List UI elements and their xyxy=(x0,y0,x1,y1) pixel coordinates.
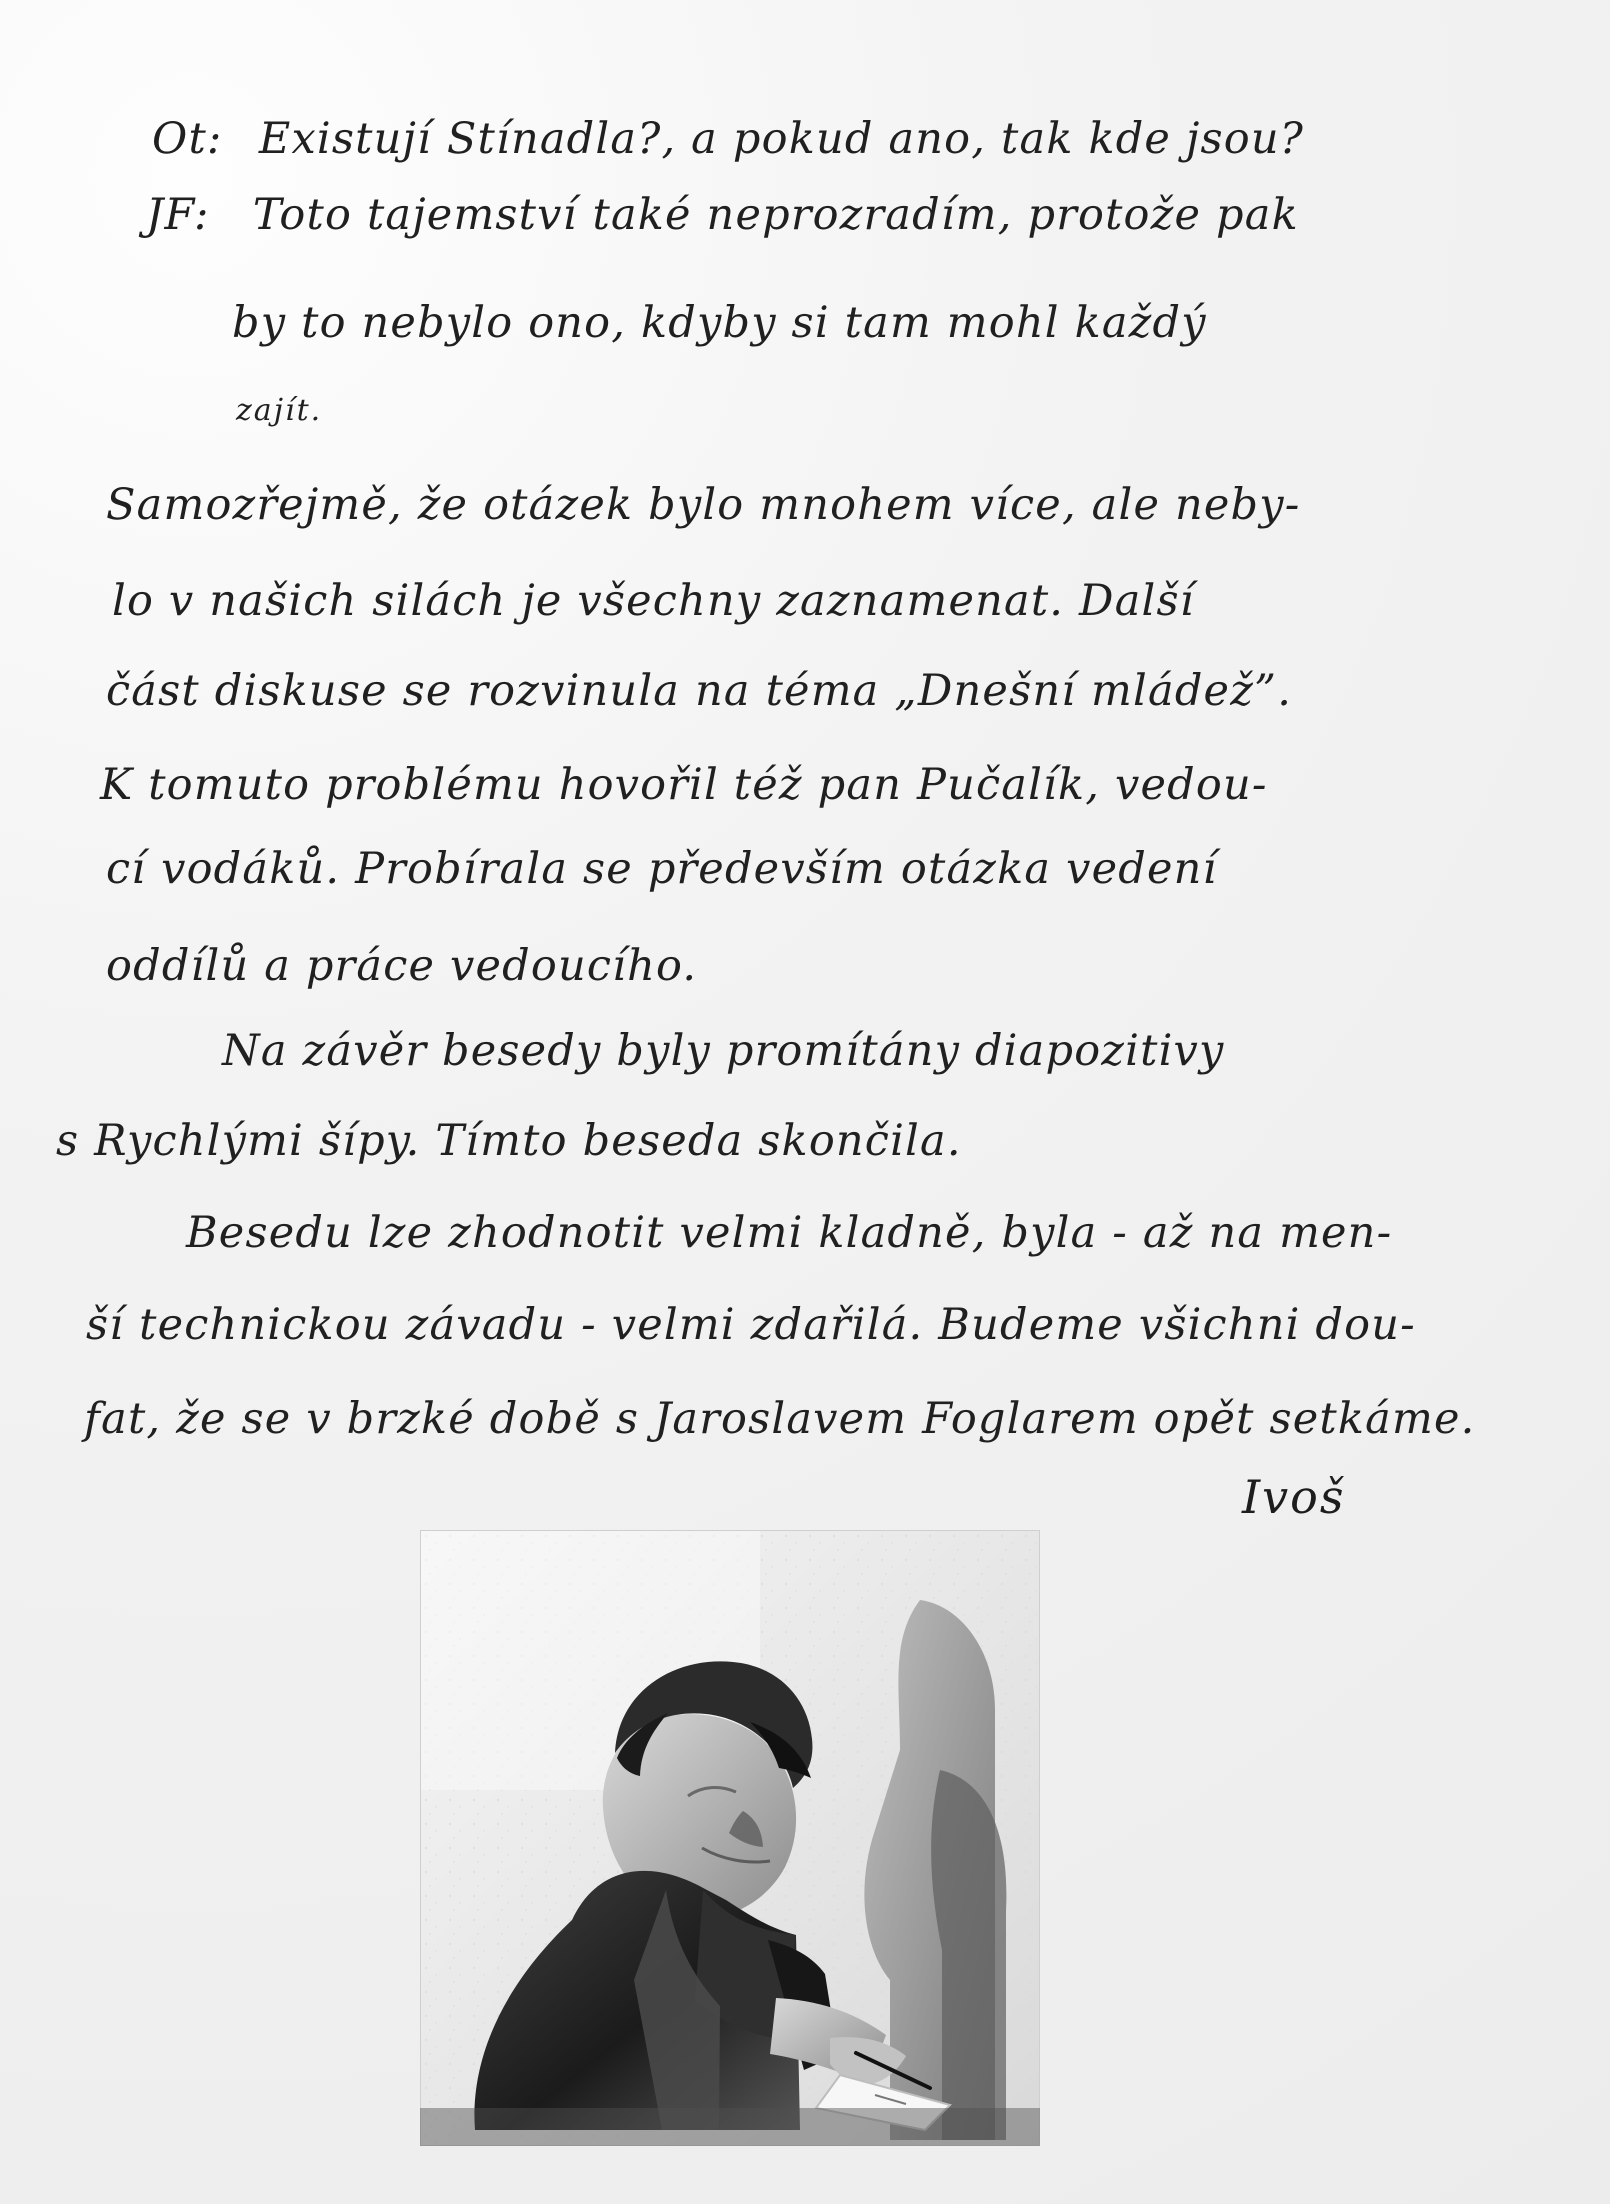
text-line-8 xyxy=(100,760,1268,810)
line-text-8: K tomuto problému hovořil též pan Pučalík, vedou- xyxy=(100,760,1268,810)
text-line-9 xyxy=(106,844,1218,894)
text-line-10 xyxy=(106,941,698,991)
text-line-7 xyxy=(106,666,1293,716)
line-label-1: Ot: xyxy=(152,114,223,164)
text-line-3 xyxy=(232,298,1207,348)
line-text-3: by to nebylo ono, kdyby si tam mohl každý xyxy=(232,298,1207,348)
signature: Ivoš xyxy=(1242,1470,1346,1524)
line-text-9: cí vodáků. Probírala se především otázka vedení xyxy=(106,844,1218,894)
text-line-13 xyxy=(186,1208,1393,1258)
text-line-6 xyxy=(112,576,1195,626)
line-text-4: zajít. xyxy=(236,393,323,428)
line-text-14: ší technickou závadu - velmi zdařilá. Budeme všichni dou- xyxy=(86,1300,1416,1350)
line-text-6: lo v našich silách je všechny zaznamenat. Další xyxy=(112,576,1195,626)
text-line-4 xyxy=(236,393,323,428)
text-line-12 xyxy=(56,1116,962,1166)
line-text-10: oddílů a práce vedoucího. xyxy=(106,941,698,991)
text-line-5 xyxy=(106,480,1301,530)
line-label-2: JF: xyxy=(146,190,210,240)
line-text-2: Toto tajemství také neprozradím, protože pak xyxy=(252,190,1299,240)
text-line-14 xyxy=(86,1300,1416,1350)
text-line-11 xyxy=(222,1026,1225,1076)
line-text-1: Existují Stínadla?, a pokud ano, tak kde jsou? xyxy=(258,114,1304,164)
line-text-13: Besedu lze zhodnotit velmi kladně, byla - až na men- xyxy=(186,1208,1393,1258)
line-text-5: Samozřejmě, že otázek bylo mnohem více, ale neby- xyxy=(106,480,1301,530)
line-text-7: část diskuse se rozvinula na téma „Dnešní mládež”. xyxy=(106,666,1293,716)
line-text-15: fat, že se v brzké době s Jaroslavem Foglarem opět setkáme. xyxy=(84,1394,1476,1444)
text-line-1 xyxy=(152,114,1304,164)
text-line-15 xyxy=(84,1394,1476,1444)
text-line-2 xyxy=(146,190,1299,240)
line-text-11: Na závěr besedy byly promítány diapozitivy xyxy=(222,1026,1225,1076)
photograph xyxy=(420,1530,1040,2146)
photo-icon xyxy=(420,1530,1040,2146)
line-text-12: s Rychlými šípy. Tímto beseda skončila. xyxy=(56,1116,962,1166)
